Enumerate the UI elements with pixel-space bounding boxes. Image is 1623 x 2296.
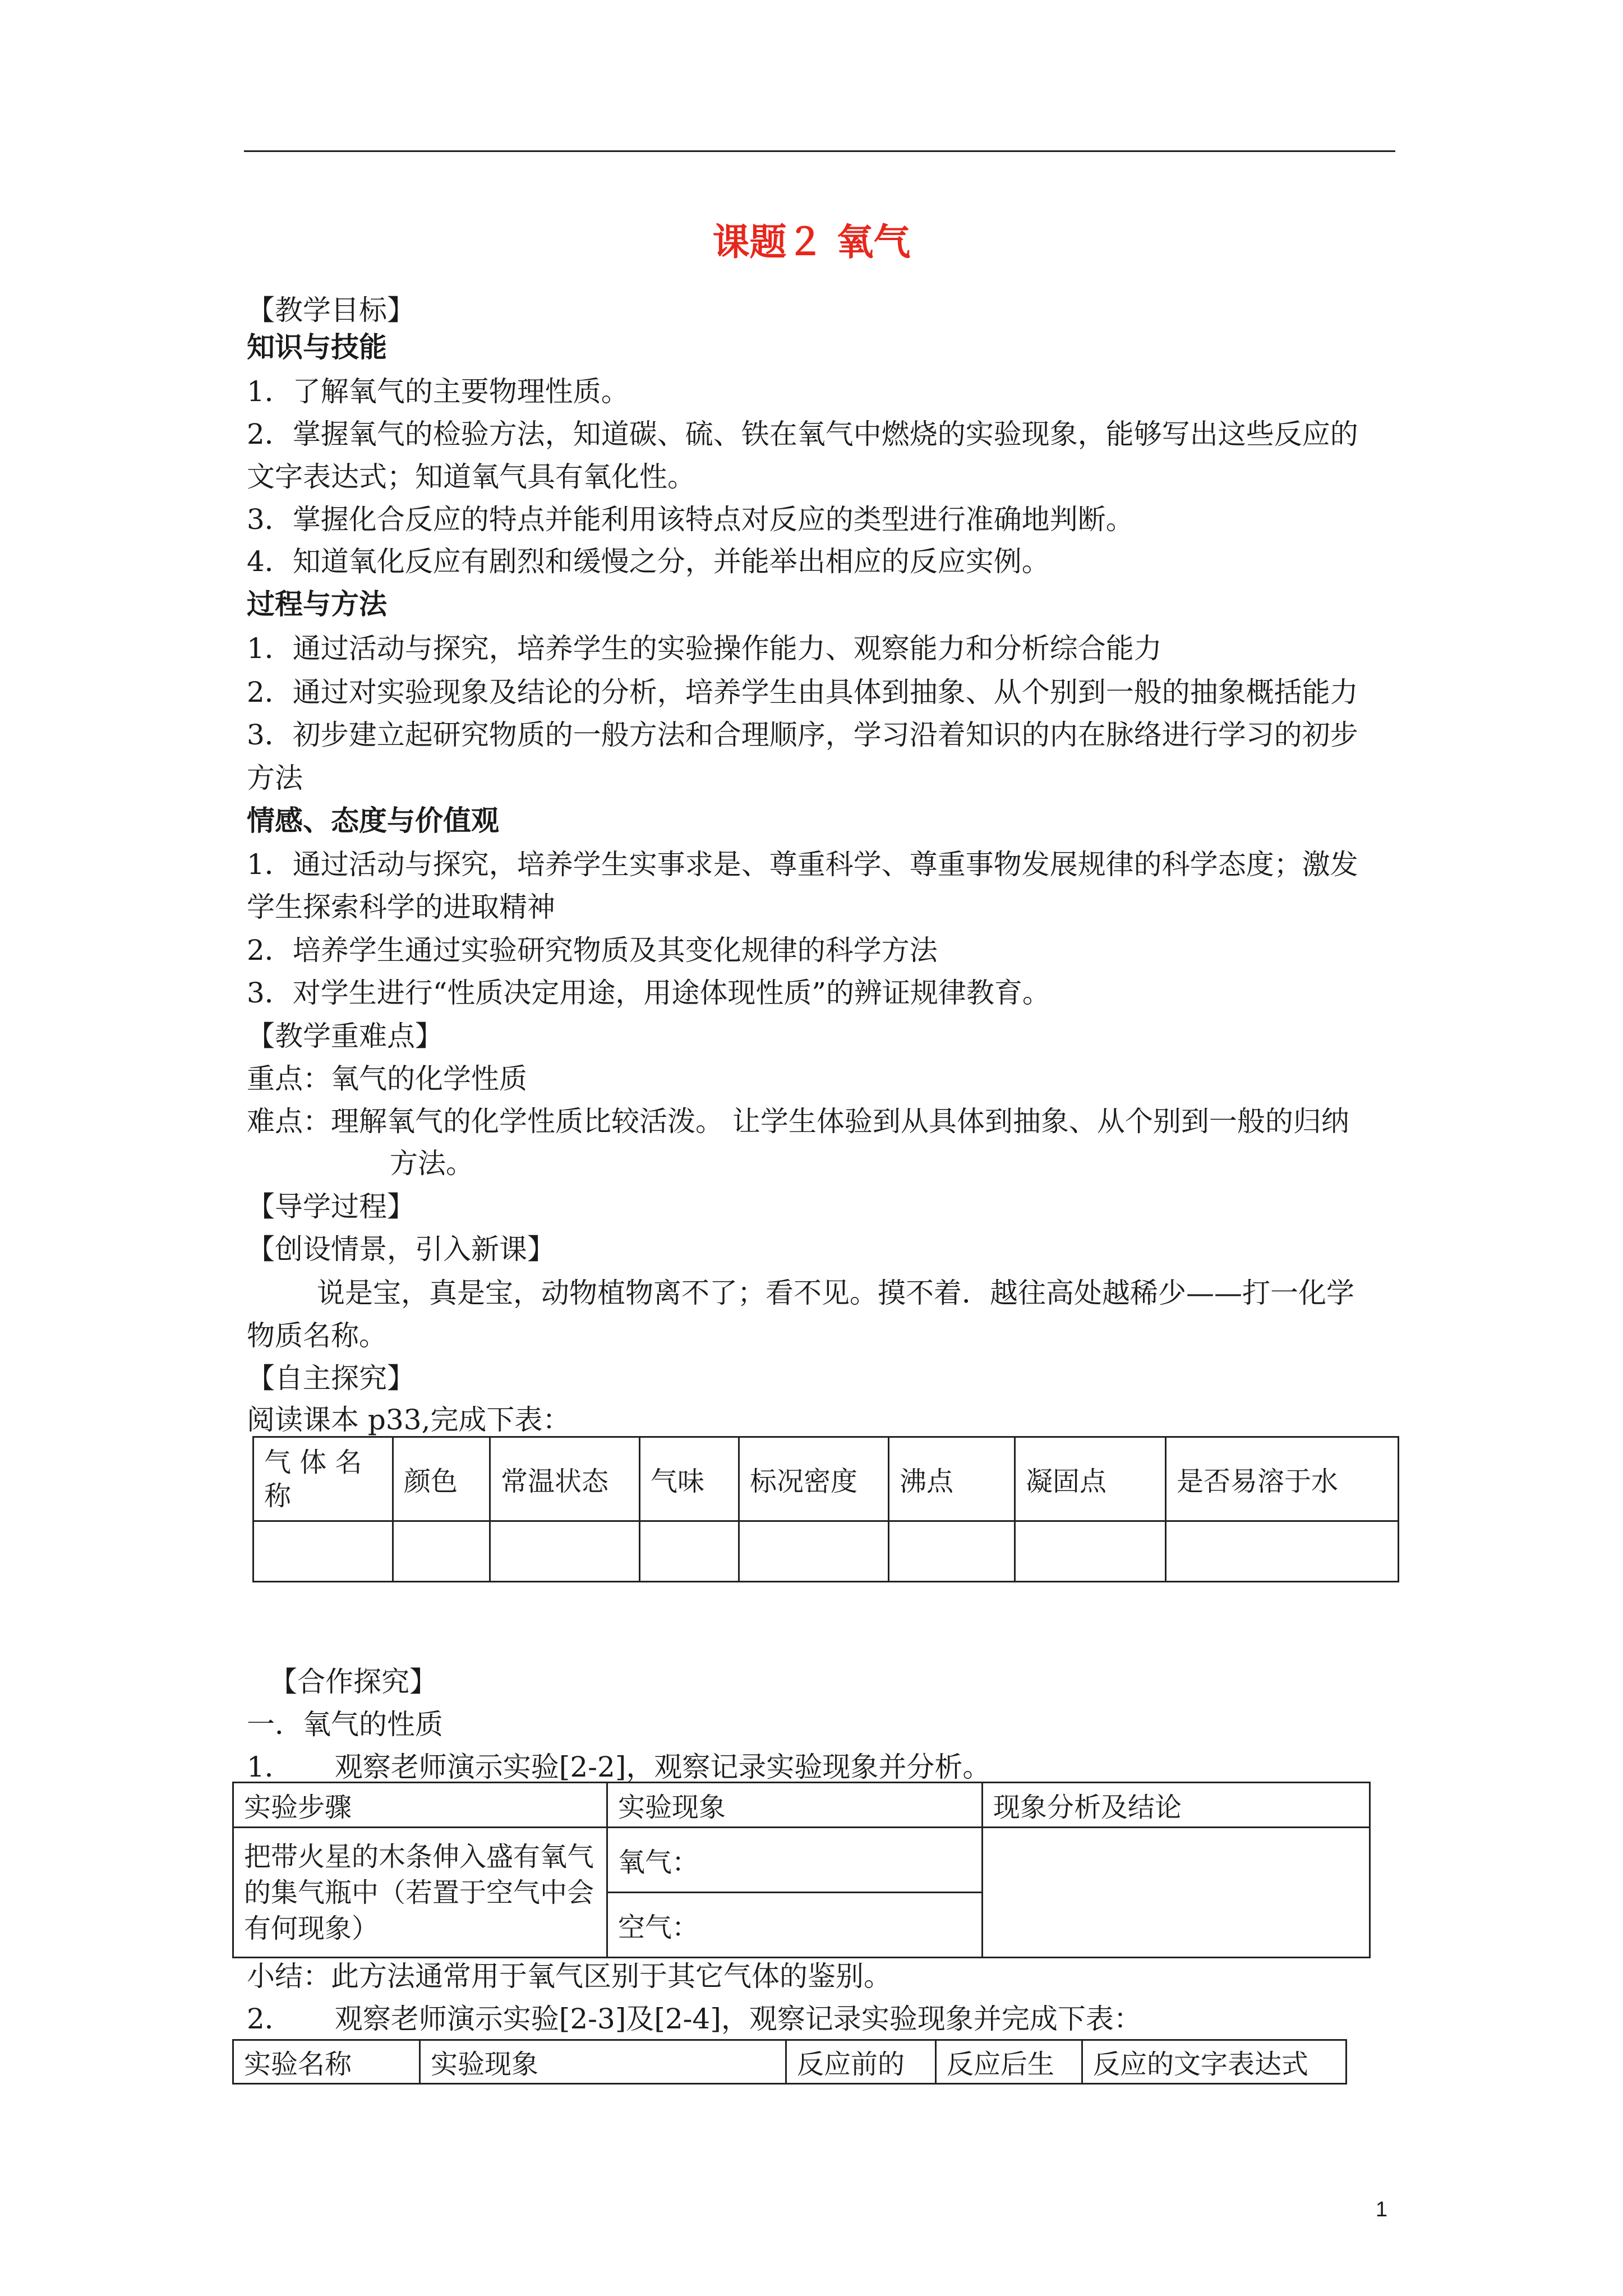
heading-teaching-goals: 【教学目标】 xyxy=(247,294,415,326)
table-header-cell: 现象分析及结论 xyxy=(983,1783,1370,1828)
goal-line: 文字表达式；知道氧气具有氧化性。 xyxy=(247,461,695,493)
difficulty-line-cont: 方法。 xyxy=(390,1147,474,1180)
goal-line: 1．通过活动与探究，培养学生实事求是、尊重科学、尊重事物发展规律的科学态度；激发 xyxy=(247,848,1358,881)
goal-line: 方法 xyxy=(247,762,303,794)
gas-properties-table xyxy=(252,1436,1399,1582)
table-header-row xyxy=(233,2040,1347,2084)
goal-line: 1．了解氧气的主要物理性质。 xyxy=(247,375,629,408)
header-rule xyxy=(244,150,1395,152)
table-header-cell: 反应前的 xyxy=(786,2040,936,2084)
table-cell[interactable] xyxy=(393,1521,490,1582)
table-cell[interactable] xyxy=(490,1521,640,1582)
table-cell[interactable] xyxy=(889,1521,1015,1582)
goal-line: 2．通过对实验现象及结论的分析，培养学生由具体到抽象、从个别到一般的抽象概括能力 xyxy=(247,676,1358,708)
section-oxygen-properties: 一．氧气的性质 xyxy=(247,1708,443,1741)
subheading-process-methods: 过程与方法 xyxy=(247,587,387,620)
table-header-cell: 气 体 名称 xyxy=(253,1437,393,1521)
table-header-cell: 实验现象 xyxy=(420,2040,786,2084)
heading-key-points: 【教学重难点】 xyxy=(247,1020,443,1052)
page-title: 课题２ 氧气 xyxy=(712,220,911,264)
heading-guided-process: 【导学过程】 xyxy=(247,1190,415,1223)
table-header-row xyxy=(253,1437,1399,1521)
goal-line: 3．对学生进行“性质决定用途，用途体现性质”的辨证规律教育。 xyxy=(247,977,1050,1009)
subheading-knowledge-skills: 知识与技能 xyxy=(247,330,387,364)
table-header-cell: 常温状态 xyxy=(490,1437,640,1521)
air-observation-cell: 空气： xyxy=(607,1893,983,1958)
table-header-cell: 实验现象 xyxy=(607,1783,983,1828)
heading-intro: 【创设情景，引入新课】 xyxy=(247,1233,555,1266)
goal-line: 2．掌握氧气的检验方法，知道碳、硫、铁在氧气中燃烧的实验现象，能够写出这些反应的 xyxy=(247,418,1358,450)
goal-line: 学生探索科学的进取精神 xyxy=(247,891,555,923)
table-header-cell: 反应后生 xyxy=(936,2040,1082,2084)
experiment-step-cell: 把带火星的木条伸入盛有氧气的集气瓶中（若置于空气中会有何现象） xyxy=(233,1828,607,1958)
subheading-emotion-values: 情感、态度与价值观 xyxy=(247,804,499,837)
table-cell[interactable] xyxy=(253,1521,393,1582)
table-row xyxy=(233,1828,1370,1893)
oxygen-observation-cell: 氧气： xyxy=(607,1828,983,1893)
table-header-cell: 实验步骤 xyxy=(233,1783,607,1828)
table-cell[interactable] xyxy=(640,1521,739,1582)
table-header-cell: 反应的文字表达式 xyxy=(1082,2040,1347,2084)
summary-line: 小结：此方法通常用于氧气区别于其它气体的鉴别。 xyxy=(247,1960,892,1993)
difficulty-line: 难点：理解氧气的化学性质比较活泼。 让学生体验到从具体到抽象、从个别到一般的归纳 xyxy=(247,1105,1349,1138)
experiment-1-instruction: 1． 观察老师演示实验[2-2]，观察记录实验现象并分析。 xyxy=(247,1751,991,1783)
key-point-line: 重点：氧气的化学性质 xyxy=(247,1062,527,1095)
goal-line: 1．通过活动与探究，培养学生的实验操作能力、观察能力和分析综合能力 xyxy=(247,632,1162,665)
analysis-cell[interactable] xyxy=(983,1828,1370,1958)
goal-line: 2．培养学生通过实验研究物质及其变化规律的科学方法 xyxy=(247,934,938,967)
goal-line: 3．掌握化合反应的特点并能利用该特点对反应的类型进行准确地判断。 xyxy=(247,503,1134,536)
riddle-line-cont: 物质名称。 xyxy=(247,1319,387,1352)
table-cell[interactable] xyxy=(1015,1521,1166,1582)
table-row xyxy=(253,1521,1399,1582)
table-header-row xyxy=(233,1783,1370,1828)
heading-cooperation: 【合作探究】 xyxy=(269,1665,437,1698)
heading-self-study: 【自主探究】 xyxy=(247,1362,415,1395)
goal-line: 4．知道氧化反应有剧烈和缓慢之分，并能举出相应的反应实例。 xyxy=(247,545,1050,578)
goal-line: 3．初步建立起研究物质的一般方法和合理顺序，学习沿着知识的内在脉络进行学习的初步 xyxy=(247,719,1358,751)
reading-instruction: 阅读课本 p33,完成下表： xyxy=(247,1404,571,1436)
table-header-cell: 实验名称 xyxy=(233,2040,420,2084)
table-header-cell: 凝固点 xyxy=(1015,1437,1166,1521)
table-header-cell: 是否易溶于水 xyxy=(1166,1437,1399,1521)
table-header-cell: 颜色 xyxy=(393,1437,490,1521)
table-cell[interactable] xyxy=(1166,1521,1399,1582)
table-cell[interactable] xyxy=(739,1521,889,1582)
experiment-2-instruction: 2． 观察老师演示实验[2-3]及[2-4]，观察记录实验现象并完成下表： xyxy=(247,2003,1142,2035)
experiment-1-table xyxy=(232,1782,1371,1958)
table-header-cell: 气味 xyxy=(640,1437,739,1521)
table-header-cell: 沸点 xyxy=(889,1437,1015,1521)
riddle-line: 说是宝，真是宝，动物植物离不了；看不见。摸不着．越往高处越稀少——打一化学 xyxy=(317,1277,1354,1309)
experiment-2-table xyxy=(232,2039,1347,2085)
table-header-cell: 标况密度 xyxy=(739,1437,889,1521)
page-number: 1 xyxy=(1375,2198,1387,2221)
